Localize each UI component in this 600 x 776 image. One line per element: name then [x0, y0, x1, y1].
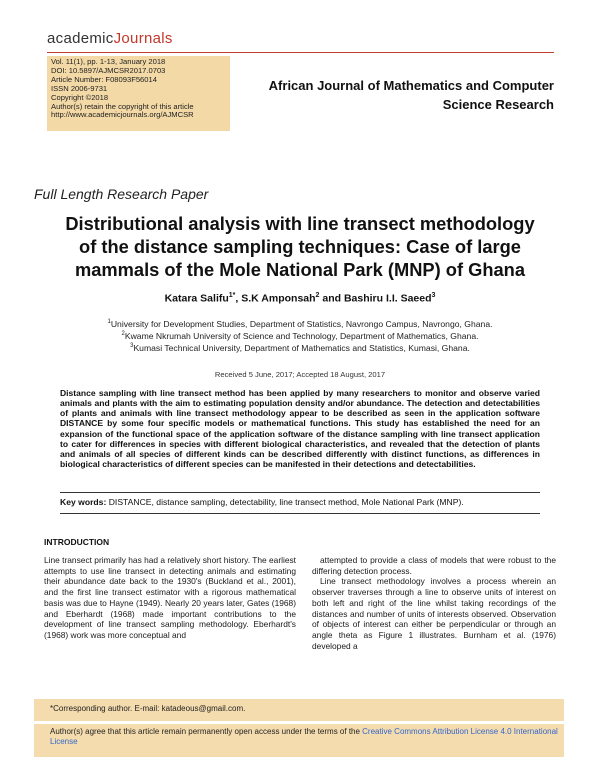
journal-title: African Journal of Mathematics and Computer Science Research — [268, 78, 554, 112]
keywords-divider-top — [60, 492, 540, 493]
publisher-logo: academicJournals — [47, 30, 173, 47]
meta-volume: Vol. 11(1), pp. 1-13, January 2018 — [51, 57, 166, 66]
meta-copyright: Copyright ©2018 — [51, 92, 109, 102]
license-notice: Author(s) agree that this article remain permanently open access under the terms of the Creative Commons Attribution License 4.0 International License — [50, 727, 558, 746]
affiliation: $^2$Kwame Nkrumah University of Science and Technology, Department of Mathematics, Ghana. — [121, 331, 479, 341]
meta-rights: Author(s) retain the copyright of this article — [51, 101, 194, 111]
license-link[interactable]: Creative Commons Attribution License 4.0 International License — [50, 727, 558, 746]
header-divider — [47, 52, 554, 53]
author-list: Katara Salifu$^{1*}$, S.K Amponsah$^2$ and Bashiru I.I. Saeed$^3$ — [164, 292, 436, 305]
section-label: Full Length Research Paper — [34, 186, 209, 202]
corresponding-author: *Corresponding author. E-mail: katadeous@gmail.com. — [50, 704, 246, 713]
keywords: Key words: DISTANCE, distance sampling, detectability, line transect method, Mole National Park (MNP). — [60, 497, 464, 507]
article-metadata-box — [47, 56, 230, 131]
affiliation: $^1$University for Development Studies, Department of Statistics, Navrongo Campus, Navrongo, Ghana. — [107, 319, 493, 329]
meta-url[interactable]: http://www.academicjournals.org/AJMCSR — [51, 110, 194, 120]
body-paragraph: attempted to provide a class of models that were robust to the differing detection process. — [312, 555, 556, 576]
affiliation: $^3$Kumasi Technical University, Department of Mathematics and Statistics, Kumasi, Ghana. — [130, 343, 470, 353]
body-paragraph: Line transect methodology involves a process wherein an observer traverses through a line to observe units of interest on both left and right of the line whilst taking recordings of the distances and number of units of interests observed. Observation of objects of interest can either be perpendicular or through an angle theta as Figure 1 illustrates. Burnham et al. (1976) developed a — [312, 576, 556, 651]
body-column-left — [44, 555, 296, 641]
meta-issn: ISSN 2006-9731 — [51, 83, 108, 93]
meta-doi: DOI: 10.5897/AJMCSR2017.0703 — [51, 65, 166, 75]
keywords-divider-bottom — [60, 513, 540, 514]
paper-title: Distributional analysis with line transect methodology of the distance sampling techniques: Case of large mammals of the Mole National Park (MNP) of Ghana — [65, 213, 535, 280]
introduction-heading: INTRODUCTION — [44, 537, 110, 547]
body-paragraph: Line transect primarily has had a relatively short history. The earliest attempts to use line transect in detecting animals and estimating their abundance date back to the 1930's (Buckland et al., 2001), and the first line transect estimator with a rigorous mathematical basis was due to Hayne (1949). Nearly 20 years later, Gates (1968) and Eberhardt (1968) made important contributions to the development of line transect sampling methodology. Eberhardt's (1968) work was more conceptual and — [44, 555, 296, 640]
author-name: S.K Amponsah — [241, 292, 316, 305]
meta-article-number: Article Number: F08093F56014 — [51, 74, 157, 84]
author-name: Bashiru I.I. Saeed — [343, 292, 432, 305]
abstract: Distance sampling with line transect method has been applied by many researchers to monitor and observe varied animals and plants with the aim to estimating population density and/or abundance. The detection and detectabilities of plants and animals with line transect methodology appear to be described as seen in the application software DISTANCE by some four specific models or mathematical functions. This study has established the need for an expansion of the functional space of the application software of the distance sampling with line transect application to cater for differences in species with different biological characteristics, and revealed that the detection of plants and animals of all species of different kinds can be described differently with distinct functions, as differences in biological characteristics of different species can be manifested in their detections and detectabilities. — [60, 388, 540, 470]
received-dates: Received 5 June, 2017; Accepted 18 August, 2017 — [214, 370, 386, 379]
body-column-right — [312, 555, 556, 651]
author-name: Katara Salifu — [164, 292, 229, 305]
